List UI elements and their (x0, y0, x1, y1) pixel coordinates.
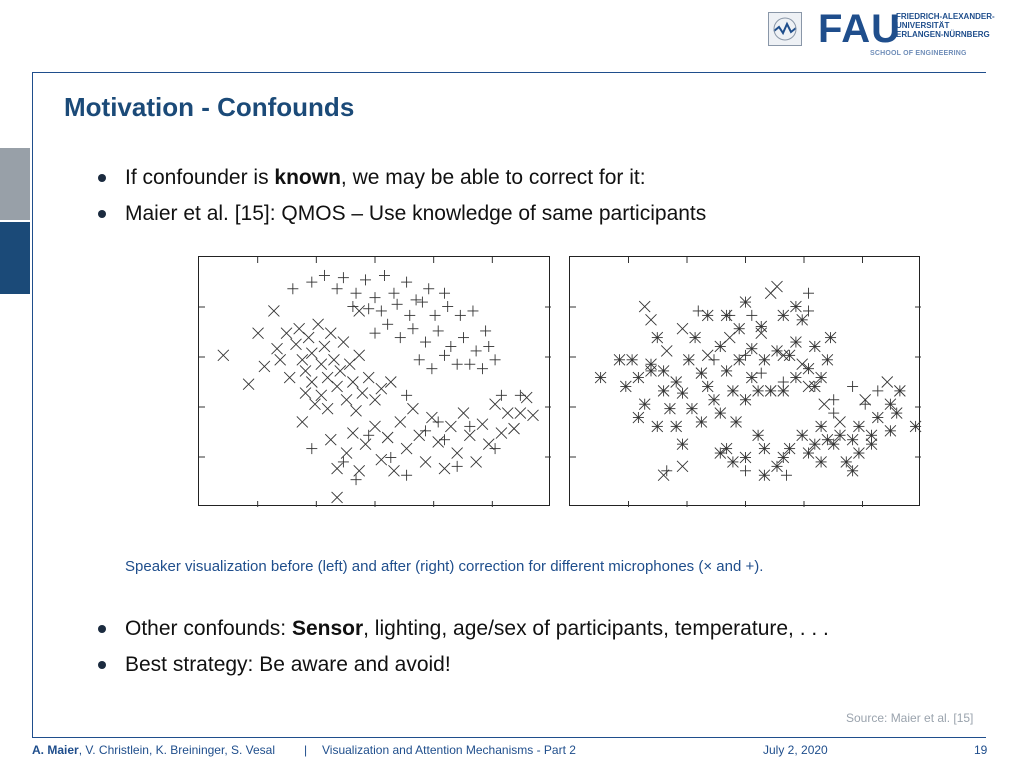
scatter-point-asterisk (746, 372, 757, 383)
scatter-point-asterisk (816, 421, 827, 432)
scatter-point-cross-x (376, 383, 387, 394)
school-label: SCHOOL OF ENGINEERING (870, 50, 967, 57)
scatter-point-asterisk (614, 354, 625, 365)
scatter-point-cross-x (426, 412, 437, 423)
scatter-point-cross-x (661, 345, 672, 356)
scatter-point-cross-x (414, 430, 425, 441)
scatter-point-cross-x (309, 399, 320, 410)
scatter-point-asterisk (809, 341, 820, 352)
scatter-point-asterisk (683, 354, 694, 365)
scatter-point-asterisk (740, 394, 751, 405)
scatter-point-asterisk (803, 448, 814, 459)
scatter-point-cross-x (284, 372, 295, 383)
scatter-point-asterisk (790, 301, 801, 312)
scatter-point-cross-x (677, 461, 688, 472)
scatter-point-cross-x (772, 281, 783, 292)
scatter-point-plus (287, 283, 298, 294)
scatter-point-cross-x (332, 492, 343, 503)
scatter-point-asterisk (658, 385, 669, 396)
scatter-point-cross-x (354, 465, 365, 476)
scatter-point-asterisk (816, 456, 827, 467)
scatter-point-cross-x (347, 428, 358, 439)
scatter-point-asterisk (721, 443, 732, 454)
scatter-point-cross-x (354, 305, 365, 316)
scatter-point-asterisk (797, 430, 808, 441)
scatter-point-plus (693, 305, 704, 316)
scatter-point-cross-x (297, 354, 308, 365)
scatter-point-asterisk (841, 456, 852, 467)
scatter-point-plus (360, 274, 371, 285)
scatter-point-asterisk (759, 354, 770, 365)
scatter-point-plus (407, 323, 418, 334)
scatter-point-plus (351, 288, 362, 299)
bullet-item (98, 200, 706, 236)
scatter-point-cross-x (332, 463, 343, 474)
scatter-point-cross-x (483, 439, 494, 450)
scatter-point-plus (319, 270, 330, 281)
scatter-point-cross-x (341, 448, 352, 459)
scatter-point-asterisk (797, 314, 808, 325)
scatter-point-plus (385, 452, 396, 463)
scatter-point-asterisk (696, 368, 707, 379)
scatter-point-plus (306, 277, 317, 288)
scatter-point-asterisk (686, 403, 697, 414)
scatter-point-asterisk (690, 332, 701, 343)
scatter-point-asterisk (872, 412, 883, 423)
bullet-item (98, 164, 706, 200)
scatter-point-cross-x (253, 328, 264, 339)
scatter-point-cross-x (335, 365, 346, 376)
fau-logo-line: UNIVERSITÄT (896, 21, 950, 30)
fau-logo-lines (896, 12, 1024, 39)
scatter-point-cross-x (354, 350, 365, 361)
top-divider (32, 72, 986, 73)
scatter-point-cross-x (275, 354, 286, 365)
scatter-point-cross-x (420, 456, 431, 467)
scatter-point-cross-x (281, 328, 292, 339)
scatter-point-asterisk (847, 434, 858, 445)
scatter-point-plus (417, 297, 428, 308)
scatter-point-asterisk (677, 439, 688, 450)
scatter-point-asterisk (595, 372, 606, 383)
scatter-point-cross-x (316, 359, 327, 370)
scatter-point-plus (382, 319, 393, 330)
scatter-point-cross-x (677, 323, 688, 334)
scatter-point-cross-x (882, 377, 893, 388)
scatter-point-cross-x (528, 410, 539, 421)
scatter-point-plus (423, 283, 434, 294)
scatter-point-asterisk (847, 465, 858, 476)
scatter-point-cross-x (341, 394, 352, 405)
scatter-point-asterisk (790, 337, 801, 348)
scatter-point-asterisk (702, 310, 713, 321)
scatter-point-asterisk (885, 399, 896, 410)
scatter-point-cross-x (272, 343, 283, 354)
scatter-point-plus (411, 294, 422, 305)
scatter-point-asterisk (753, 430, 764, 441)
bullet-text: , lighting, age/sex of participants, temperature, . . . (363, 617, 829, 640)
scatter-point-asterisk (790, 372, 801, 383)
scatter-point-plus (445, 341, 456, 352)
scatter-point-plus (433, 416, 444, 427)
fau-logo-letters: FAU (818, 7, 901, 51)
scatter-point-cross-x (452, 448, 463, 459)
bullet-text: If confounder is (125, 166, 275, 189)
scatter-point-asterisk (740, 452, 751, 463)
video-logo-icon (768, 12, 802, 46)
scatter-point-cross-x (360, 439, 371, 450)
scatter-point-asterisk (734, 323, 745, 334)
scatter-point-asterisk (809, 439, 820, 450)
scatter-point-plus (464, 359, 475, 370)
scatter-point-cross-x (218, 350, 229, 361)
scatter-point-plus (351, 474, 362, 485)
scatter-point-plus (379, 270, 390, 281)
bullet-list-top (98, 164, 706, 236)
side-tab-gray (0, 148, 30, 220)
scatter-point-asterisk (620, 381, 631, 392)
footer-date: July 2, 2020 (763, 743, 828, 757)
scatter-point-asterisk (778, 452, 789, 463)
side-tab-blue (0, 222, 30, 294)
scatter-point-cross-x (306, 377, 317, 388)
footer-talk-title: Visualization and Attention Mechanisms - Part 2 (322, 743, 576, 757)
scatter-point-plus (376, 305, 387, 316)
scatter-point-cross-x (477, 419, 488, 430)
scatter-point-asterisk (853, 421, 864, 432)
scatter-point-asterisk (727, 385, 738, 396)
footer-authors (32, 743, 275, 757)
scatter-point-plus (756, 368, 767, 379)
scatter-point-plus (477, 363, 488, 374)
bullet-item (98, 651, 829, 687)
scatter-point-plus (464, 421, 475, 432)
footer-author-rest: , V. Christlein, K. Breininger, S. Vesal (78, 743, 276, 757)
scatter-point-cross-x (496, 428, 507, 439)
scatter-point-cross-x (509, 423, 520, 434)
fau-logo-line: FRIEDRICH-ALEXANDER- (896, 12, 995, 21)
scatter-point-cross-x (357, 388, 368, 399)
scatter-point-asterisk (765, 385, 776, 396)
scatter-point-cross-x (300, 388, 311, 399)
scatter-point-cross-x (306, 348, 317, 359)
scatter-point-asterisk (778, 385, 789, 396)
scatter-point-asterisk (671, 377, 682, 388)
scatter-point-cross-x (338, 337, 349, 348)
bottom-divider (32, 737, 986, 738)
scatter-point-cross-x (835, 416, 846, 427)
scatter-point-asterisk (671, 421, 682, 432)
scatter-point-plus (363, 430, 374, 441)
scatter-point-asterisk (677, 388, 688, 399)
scatter-point-asterisk (664, 403, 675, 414)
scatter-point-plus (847, 381, 858, 392)
scatter-point-plus (709, 354, 720, 365)
scatter-point-asterisk (721, 365, 732, 376)
scatter-point-plus (395, 332, 406, 343)
scatter-point-asterisk (894, 385, 905, 396)
figure-caption: Speaker visualization before (left) and after (right) correction for different microphones (× and +). (125, 558, 764, 575)
scatter-point-plus (803, 305, 814, 316)
scatter-point-plus (439, 350, 450, 361)
scatter-point-plus (452, 461, 463, 472)
scatter-point-cross-x (268, 305, 279, 316)
scatter-point-asterisk (696, 416, 707, 427)
footer-author-lead: A. Maier (32, 743, 79, 757)
scatter-point-asterisk (709, 394, 720, 405)
scatter-plot-before (198, 256, 550, 506)
scatter-point-plus (471, 345, 482, 356)
scatter-point-plus (401, 277, 412, 288)
scatter-point-cross-x (243, 379, 254, 390)
scatter-point-plus (414, 354, 425, 365)
scatter-point-cross-x (351, 405, 362, 416)
scatter-point-cross-x (319, 341, 330, 352)
scatter-point-asterisk (885, 425, 896, 436)
scatter-point-plus (439, 434, 450, 445)
scatter-point-asterisk (734, 354, 745, 365)
scatter-point-asterisk (784, 443, 795, 454)
scatter-point-plus (404, 310, 415, 321)
scatter-point-asterisk (822, 434, 833, 445)
scatter-point-plus (401, 470, 412, 481)
scatter-point-asterisk (740, 297, 751, 308)
scatter-point-cross-x (658, 470, 669, 481)
bullet-text: Maier et al. [15]: QMOS – Use knowledge of same participants (125, 202, 707, 225)
bullet-bold: known (274, 166, 341, 189)
scatter-point-cross-x (370, 421, 381, 432)
fau-logo-line: ERLANGEN-NÜRNBERG (896, 30, 990, 39)
scatter-point-asterisk (627, 354, 638, 365)
footer-page-number: 19 (974, 743, 988, 757)
bullet-item (98, 615, 829, 651)
scatter-point-asterisk (778, 310, 789, 321)
scatter-point-plus (496, 390, 507, 401)
scatter-point-asterisk (772, 345, 783, 356)
bullet-text: Best strategy: Be aware and avoid! (125, 653, 451, 676)
bullet-text: Other confounds: (125, 617, 292, 640)
source-citation: Source: Maier et al. [15] (846, 711, 974, 725)
scatter-point-plus (828, 394, 839, 405)
scatter-point-asterisk (639, 399, 650, 410)
slide-title: Motivation - Confounds (64, 92, 355, 122)
scatter-point-asterisk (702, 381, 713, 392)
scatter-point-cross-x (291, 339, 302, 350)
scatter-point-asterisk (825, 332, 836, 343)
scatter-point-asterisk (727, 456, 738, 467)
scatter-point-cross-x (433, 436, 444, 447)
scatter-point-asterisk (746, 343, 757, 354)
scatter-point-cross-x (819, 399, 830, 410)
scatter-point-asterisk (828, 439, 839, 450)
scatter-point-asterisk (835, 430, 846, 441)
scatter-point-asterisk (759, 470, 770, 481)
scatter-point-cross-x (376, 454, 387, 465)
scatter-point-plus (363, 303, 374, 314)
scatter-point-cross-x (325, 434, 336, 445)
scatter-point-cross-x (797, 359, 808, 370)
scatter-point-cross-x (471, 456, 482, 467)
scatter-point-cross-x (297, 416, 308, 427)
scatter-point-asterisk (759, 443, 770, 454)
scatter-point-plus (338, 272, 349, 283)
scatter-point-plus (426, 363, 437, 374)
scatter-point-asterisk (756, 321, 767, 332)
scatter-point-plus (490, 443, 501, 454)
scatter-point-asterisk (633, 372, 644, 383)
scatter-point-plus (420, 425, 431, 436)
scatter-point-cross-x (439, 463, 450, 474)
scatter-point-cross-x (313, 319, 324, 330)
scatter-point-cross-x (300, 365, 311, 376)
scatter-point-cross-x (316, 390, 327, 401)
scatter-point-asterisk (652, 332, 663, 343)
left-divider (32, 72, 33, 738)
scatter-plot-after (569, 256, 920, 506)
scatter-point-cross-x (388, 465, 399, 476)
scatter-point-asterisk (803, 363, 814, 374)
scatter-point-cross-x (639, 301, 650, 312)
scatter-point-plus (347, 301, 358, 312)
bullet-list-bottom (98, 615, 829, 687)
scatter-point-plus (401, 390, 412, 401)
scatter-point-cross-x (259, 361, 270, 372)
scatter-point-cross-x (370, 394, 381, 405)
scatter-point-plus (467, 305, 478, 316)
scatter-point-cross-x (347, 377, 358, 388)
scatter-point-plus (483, 341, 494, 352)
scatter-point-plus (332, 283, 343, 294)
scatter-point-asterisk (816, 372, 827, 383)
scatter-svg-after (570, 257, 921, 507)
footer-separator: | (304, 743, 308, 757)
scatter-point-plus (803, 288, 814, 299)
scatter-point-cross-x (332, 381, 343, 392)
scatter-point-cross-x (363, 372, 374, 383)
scatter-point-plus (860, 399, 871, 410)
scatter-point-asterisk (866, 439, 877, 450)
scatter-point-cross-x (445, 421, 456, 432)
scatter-point-cross-x (328, 354, 339, 365)
scatter-point-cross-x (322, 403, 333, 414)
scatter-point-plus (392, 299, 403, 310)
scatter-point-asterisk (721, 310, 732, 321)
scatter-point-cross-x (521, 392, 532, 403)
scatter-point-asterisk (809, 381, 820, 392)
scatter-point-plus (420, 337, 431, 348)
scatter-point-plus (480, 325, 491, 336)
scatter-point-plus (746, 310, 757, 321)
scatter-point-plus (740, 465, 751, 476)
scatter-point-cross-x (395, 416, 406, 427)
scatter-point-asterisk (891, 408, 902, 419)
scatter-point-plus (458, 332, 469, 343)
scatter-point-cross-x (303, 332, 314, 343)
scatter-point-asterisk (772, 461, 783, 472)
scatter-point-cross-x (407, 403, 418, 414)
scatter-point-asterisk (731, 416, 742, 427)
scatter-point-plus (439, 288, 450, 299)
scatter-point-plus (515, 390, 526, 401)
scatter-point-plus (452, 359, 463, 370)
scatter-point-asterisk (715, 408, 726, 419)
scatter-point-plus (442, 301, 453, 312)
scatter-point-cross-x (325, 328, 336, 339)
bullet-text: , we may be able to correct for it: (340, 166, 646, 189)
scatter-point-plus (306, 443, 317, 454)
scatter-point-plus (370, 292, 381, 303)
scatter-point-plus (430, 310, 441, 321)
scatter-point-asterisk (715, 341, 726, 352)
scatter-point-cross-x (515, 408, 526, 419)
scatter-point-asterisk (784, 350, 795, 361)
scatter-point-asterisk (822, 354, 833, 365)
scatter-point-cross-x (458, 408, 469, 419)
scatter-point-asterisk (715, 448, 726, 459)
scatter-point-plus (490, 354, 501, 365)
scatter-point-cross-x (646, 314, 657, 325)
scatter-point-cross-x (490, 399, 501, 410)
scatter-point-plus (370, 328, 381, 339)
scatter-svg-before (199, 257, 551, 507)
scatter-point-asterisk (753, 385, 764, 396)
scatter-point-asterisk (910, 421, 921, 432)
scatter-point-plus (388, 288, 399, 299)
scatter-point-plus (455, 310, 466, 321)
scatter-point-cross-x (401, 443, 412, 454)
scatter-point-asterisk (633, 412, 644, 423)
scatter-point-cross-x (702, 350, 713, 361)
scatter-point-plus (433, 325, 444, 336)
scatter-point-asterisk (652, 421, 663, 432)
scatter-point-cross-x (502, 408, 513, 419)
scatter-point-asterisk (646, 359, 657, 370)
scatter-point-asterisk (658, 365, 669, 376)
scatter-point-asterisk (853, 448, 864, 459)
bullet-bold: Sensor (291, 617, 364, 640)
scatter-point-cross-x (385, 377, 396, 388)
scatter-point-cross-x (382, 432, 393, 443)
